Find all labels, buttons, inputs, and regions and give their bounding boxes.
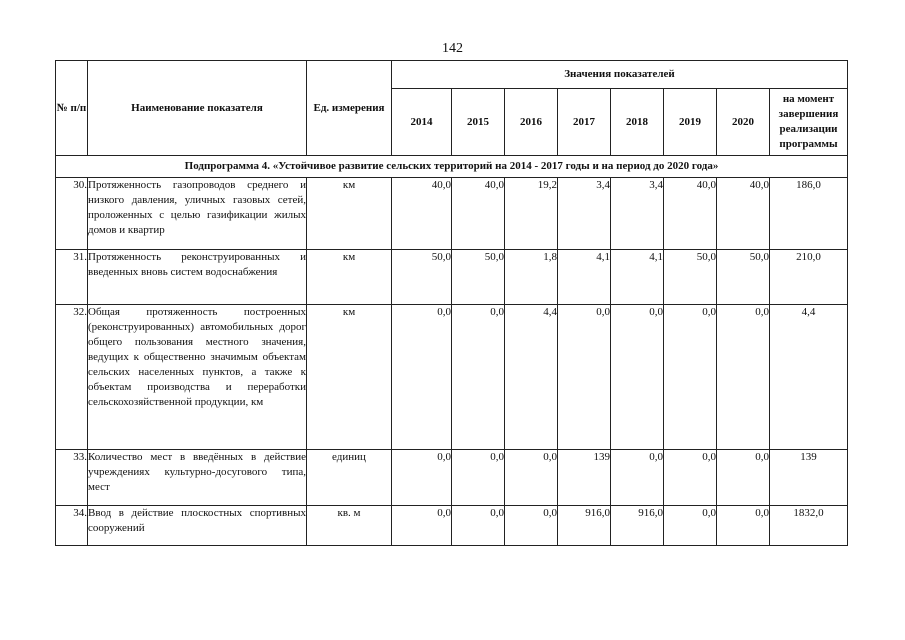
row-value: 0,0 (558, 305, 611, 450)
header-year: 2017 (558, 89, 611, 156)
table-row (56, 450, 848, 506)
row-value: 3,4 (611, 178, 664, 250)
row-value: 0,0 (392, 506, 452, 546)
row-value: 916,0 (611, 506, 664, 546)
row-value: 3,4 (558, 178, 611, 250)
row-final: 4,4 (770, 305, 848, 450)
row-value: 0,0 (717, 450, 770, 506)
table-row (56, 305, 848, 450)
row-unit: кв. м (307, 506, 392, 546)
header-year: 2020 (717, 89, 770, 156)
row-num: 32. (56, 305, 88, 450)
row-unit: единиц (307, 450, 392, 506)
row-value: 0,0 (611, 305, 664, 450)
subprogram-title: Подпрограмма 4. «Устойчивое развитие сельских территорий на 2014 - 2017 годы и на период до 2020 года» (56, 156, 848, 178)
header-year: 2014 (392, 89, 452, 156)
table-header (56, 61, 848, 156)
row-value: 0,0 (452, 506, 505, 546)
row-unit: км (307, 178, 392, 250)
row-value: 0,0 (611, 450, 664, 506)
row-value: 1,8 (505, 250, 558, 305)
row-value: 40,0 (452, 178, 505, 250)
row-value: 40,0 (664, 178, 717, 250)
row-value: 0,0 (452, 450, 505, 506)
page-number: 142 (442, 41, 463, 56)
table-row (56, 250, 848, 305)
row-unit: км (307, 305, 392, 450)
row-name: Общая протяженность построенных (реконструированных) автомобильных дорог общего пользования местного значения, ведущих к общественно значимым объектам сельских населенных пунктов, а также к объектам производства и переработки сельскохозяйственной продукции, км (88, 305, 307, 450)
row-value: 4,1 (558, 250, 611, 305)
row-final: 139 (770, 450, 848, 506)
row-value: 50,0 (392, 250, 452, 305)
row-name: Количество мест в введённых в действие учреждениях культурно-досугового типа, мест (88, 450, 307, 506)
row-value: 19,2 (505, 178, 558, 250)
table-row (56, 506, 848, 546)
header-year: 2016 (505, 89, 558, 156)
header-final: на момент завершения реализации программы (770, 89, 848, 156)
row-value: 0,0 (505, 506, 558, 546)
row-value: 0,0 (664, 506, 717, 546)
header-year: 2018 (611, 89, 664, 156)
row-value: 0,0 (717, 305, 770, 450)
row-value: 0,0 (664, 305, 717, 450)
header-values-group: Значения показателей (392, 61, 848, 89)
row-num: 33. (56, 450, 88, 506)
header-year: 2019 (664, 89, 717, 156)
indicators-table (55, 60, 848, 546)
row-value: 4,1 (611, 250, 664, 305)
row-value: 50,0 (452, 250, 505, 305)
row-name: Ввод в действие плоскостных спортивных сооружений (88, 506, 307, 546)
row-value: 40,0 (392, 178, 452, 250)
row-value: 916,0 (558, 506, 611, 546)
row-value: 4,4 (505, 305, 558, 450)
row-name: Протяженность газопроводов среднего и низкого давления, уличных газовых сетей, проложенных с целью газификации жилых домов и квартир (88, 178, 307, 250)
row-final: 1832,0 (770, 506, 848, 546)
header-unit: Ед. измерения (307, 61, 392, 156)
row-final: 186,0 (770, 178, 848, 250)
row-value: 0,0 (664, 450, 717, 506)
row-value: 0,0 (717, 506, 770, 546)
row-num: 34. (56, 506, 88, 546)
row-value: 0,0 (392, 450, 452, 506)
row-num: 31. (56, 250, 88, 305)
row-name: Протяженность реконструированных и введенных вновь систем водоснабжения (88, 250, 307, 305)
header-year: 2015 (452, 89, 505, 156)
row-value: 0,0 (392, 305, 452, 450)
row-value: 0,0 (505, 450, 558, 506)
row-value: 50,0 (664, 250, 717, 305)
row-final: 210,0 (770, 250, 848, 305)
row-unit: км (307, 250, 392, 305)
row-value: 50,0 (717, 250, 770, 305)
row-value: 40,0 (717, 178, 770, 250)
row-value: 139 (558, 450, 611, 506)
table-row (56, 178, 848, 250)
row-num: 30. (56, 178, 88, 250)
header-name: Наименование показателя (88, 61, 307, 156)
header-num: № п/п (56, 61, 88, 156)
row-value: 0,0 (452, 305, 505, 450)
